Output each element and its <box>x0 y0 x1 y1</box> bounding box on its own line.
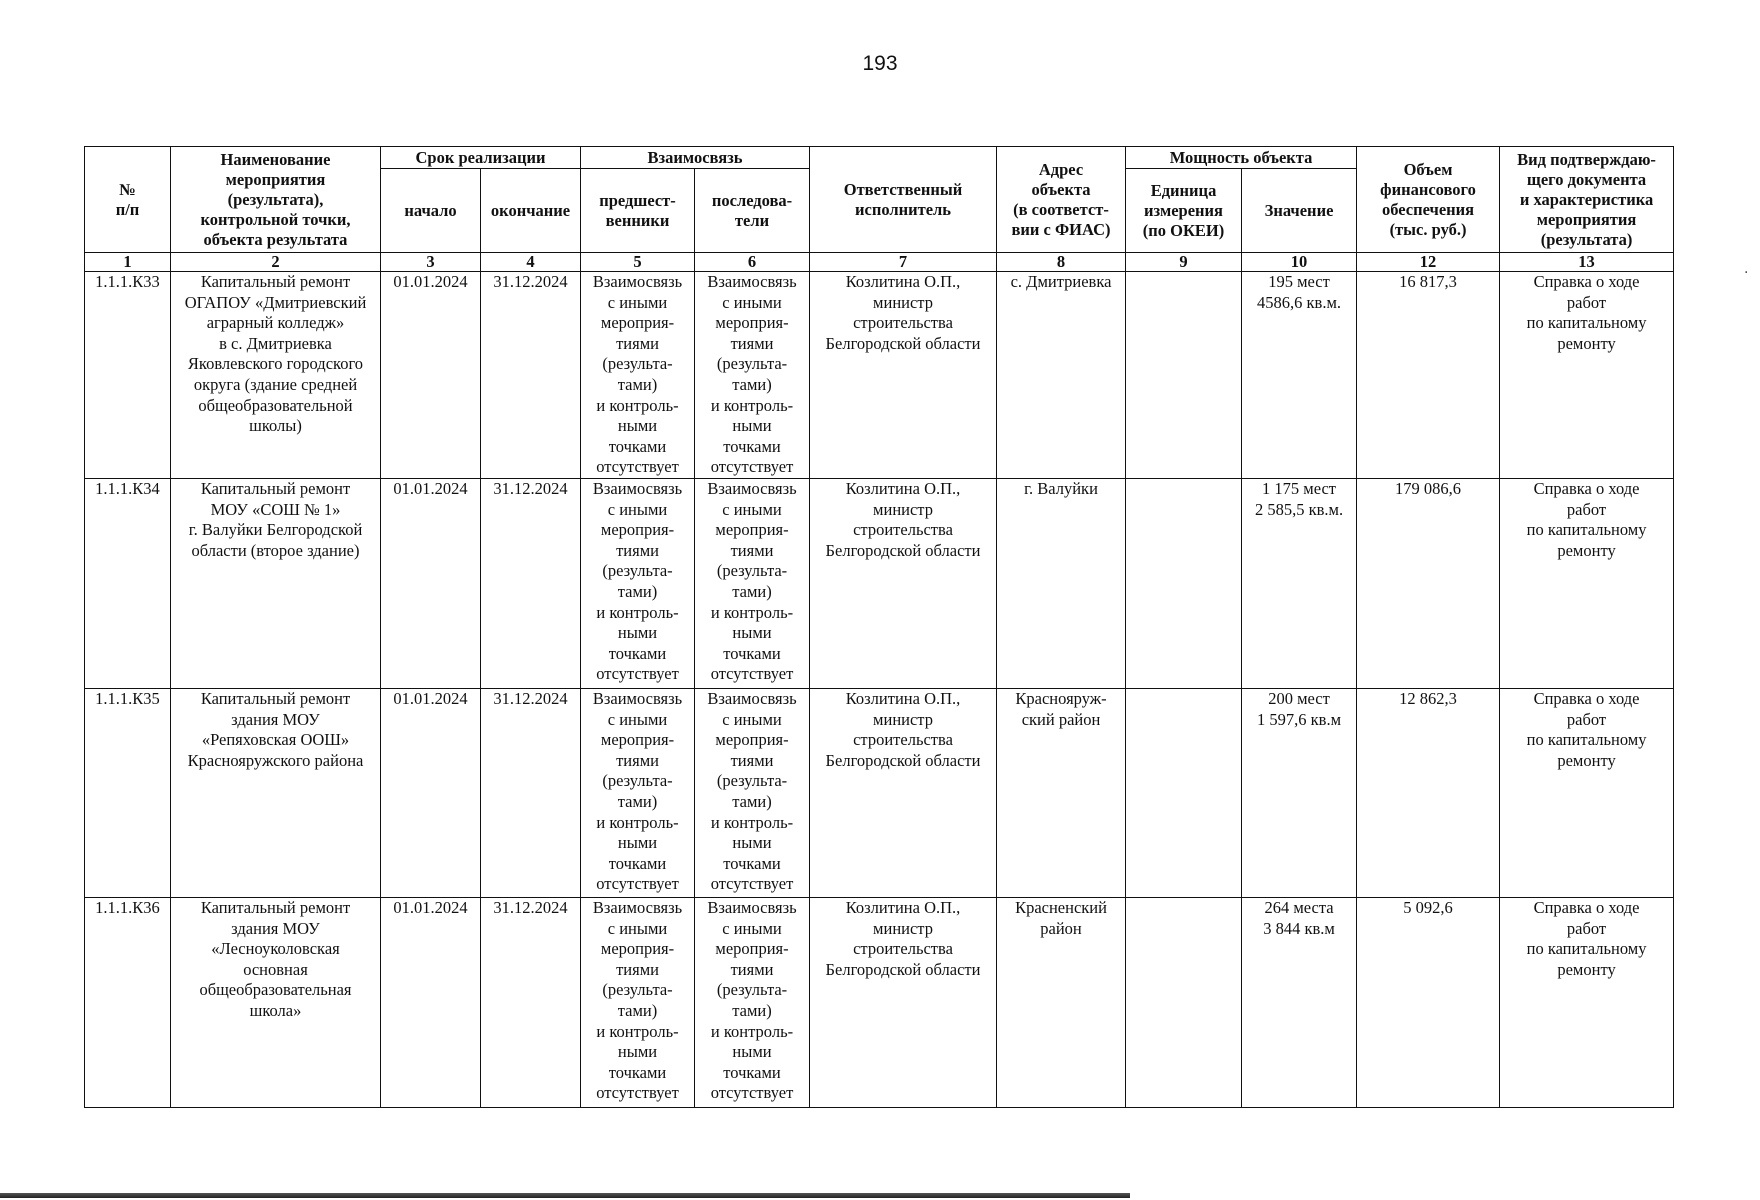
column-number-row <box>85 253 1674 272</box>
row-unit <box>1126 898 1242 1108</box>
column-number: 13 <box>1500 253 1674 272</box>
row-responsible: Козлитина О.П., министр строительства Белгородской области <box>810 898 997 1108</box>
column-number: 2 <box>171 253 381 272</box>
row-value: 1 175 мест 2 585,5 кв.м. <box>1242 479 1357 689</box>
row-end-date: 31.12.2024 <box>481 898 581 1108</box>
row-end-date: 31.12.2024 <box>481 689 581 898</box>
table-row <box>85 898 1674 1108</box>
row-start-date: 01.01.2024 <box>381 479 481 689</box>
header-term-group: Срок реализации <box>381 147 581 169</box>
row-address: г. Валуйки <box>997 479 1126 689</box>
row-name: Капитальный ремонт здания МОУ «Репяховская ООШ» Краснояружского района <box>171 689 381 898</box>
row-address: Краснояруж- ский район <box>997 689 1126 898</box>
row-start-date: 01.01.2024 <box>381 272 481 479</box>
row-value: 195 мест 4586,6 кв.м. <box>1242 272 1357 479</box>
table-header <box>85 147 1674 253</box>
row-successors: Взаимосвязь с иными мероприя- тиями (результа- тами) и контроль- ными точками отсутствует <box>695 898 810 1108</box>
header-num: № п/п <box>85 147 171 253</box>
header-doc-type: Вид подтверждаю- щего документа и характеристика мероприятия (результата) <box>1500 147 1674 253</box>
header-link-group: Взаимосвязь <box>581 147 810 169</box>
column-number: 6 <box>695 253 810 272</box>
table-row <box>85 272 1674 479</box>
row-responsible: Козлитина О.П., министр строительства Белгородской области <box>810 479 997 689</box>
row-start-date: 01.01.2024 <box>381 898 481 1108</box>
header-unit: Единица измерения (по ОКЕИ) <box>1126 169 1242 253</box>
row-predecessors: Взаимосвязь с иными мероприя- тиями (результа- тами) и контроль- ными точками отсутствует <box>581 479 695 689</box>
row-successors: Взаимосвязь с иными мероприя- тиями (результа- тами) и контроль- ными точками отсутствует <box>695 479 810 689</box>
row-finance: 5 092,6 <box>1357 898 1500 1108</box>
row-predecessors: Взаимосвязь с иными мероприя- тиями (результа- тами) и контроль- ными точками отсутствует <box>581 272 695 479</box>
header-name: Наименование мероприятия (результата), контрольной точки, объекта результата <box>171 147 381 253</box>
scan-edge-mark: · <box>1744 265 1749 281</box>
column-number: 1 <box>85 253 171 272</box>
row-responsible: Козлитина О.П., министр строительства Белгородской области <box>810 272 997 479</box>
row-address: с. Дмитриевка <box>997 272 1126 479</box>
scan-edge-bar <box>0 1193 1130 1198</box>
row-address: Красненский район <box>997 898 1126 1108</box>
table-row <box>85 689 1674 898</box>
row-unit <box>1126 272 1242 479</box>
row-unit <box>1126 689 1242 898</box>
row-finance: 12 862,3 <box>1357 689 1500 898</box>
header-responsible: Ответственный исполнитель <box>810 147 997 253</box>
column-number: 4 <box>481 253 581 272</box>
header-link-prev: предшест- венники <box>581 169 695 253</box>
row-value: 264 места 3 844 кв.м <box>1242 898 1357 1108</box>
column-number: 8 <box>997 253 1126 272</box>
row-document: Справка о ходе работ по капитальному ремонту <box>1500 689 1674 898</box>
row-predecessors: Взаимосвязь с иными мероприя- тиями (результа- тами) и контроль- ными точками отсутствует <box>581 689 695 898</box>
row-document: Справка о ходе работ по капитальному ремонту <box>1500 479 1674 689</box>
row-start-date: 01.01.2024 <box>381 689 481 898</box>
row-end-date: 31.12.2024 <box>481 272 581 479</box>
header-term-end: окончание <box>481 169 581 253</box>
row-name: Капитальный ремонт МОУ «СОШ № 1» г. Валуйки Белгородской области (второе здание) <box>171 479 381 689</box>
table-row <box>85 479 1674 689</box>
header-address: Адрес объекта (в соответст- вии с ФИАС) <box>997 147 1126 253</box>
row-name: Капитальный ремонт ОГАПОУ «Дмитриевский аграрный колледж» в с. Дмитриевка Яковлевского городского округа (здание средней общеобразовательной школы) <box>171 272 381 479</box>
column-number: 12 <box>1357 253 1500 272</box>
row-unit <box>1126 479 1242 689</box>
column-number: 3 <box>381 253 481 272</box>
row-number: 1.1.1.К33 <box>85 272 171 479</box>
row-successors: Взаимосвязь с иными мероприя- тиями (результа- тами) и контроль- ными точками отсутствует <box>695 689 810 898</box>
row-number: 1.1.1.К35 <box>85 689 171 898</box>
row-predecessors: Взаимосвязь с иными мероприя- тиями (результа- тами) и контроль- ными точками отсутствует <box>581 898 695 1108</box>
header-finance: Объем финансового обеспечения (тыс. руб.) <box>1357 147 1500 253</box>
column-number: 5 <box>581 253 695 272</box>
column-number: 7 <box>810 253 997 272</box>
header-term-start: начало <box>381 169 481 253</box>
row-document: Справка о ходе работ по капитальному ремонту <box>1500 898 1674 1108</box>
row-end-date: 31.12.2024 <box>481 479 581 689</box>
row-responsible: Козлитина О.П., министр строительства Белгородской области <box>810 689 997 898</box>
row-number: 1.1.1.К34 <box>85 479 171 689</box>
row-document: Справка о ходе работ по капитальному ремонту <box>1500 272 1674 479</box>
column-number: 9 <box>1126 253 1242 272</box>
header-capacity-group: Мощность объекта <box>1126 147 1357 169</box>
row-name: Капитальный ремонт здания МОУ «Лесноуколовская основная общеобразовательная школа» <box>171 898 381 1108</box>
header-link-next: последова- тели <box>695 169 810 253</box>
row-successors: Взаимосвязь с иными мероприя- тиями (результа- тами) и контроль- ными точками отсутствует <box>695 272 810 479</box>
table-body <box>85 272 1674 1108</box>
row-number: 1.1.1.К36 <box>85 898 171 1108</box>
page-number: 193 <box>862 52 898 75</box>
activities-table <box>84 146 1674 1108</box>
row-finance: 16 817,3 <box>1357 272 1500 479</box>
row-value: 200 мест 1 597,6 кв.м <box>1242 689 1357 898</box>
header-value: Значение <box>1242 169 1357 253</box>
column-number: 10 <box>1242 253 1357 272</box>
row-finance: 179 086,6 <box>1357 479 1500 689</box>
